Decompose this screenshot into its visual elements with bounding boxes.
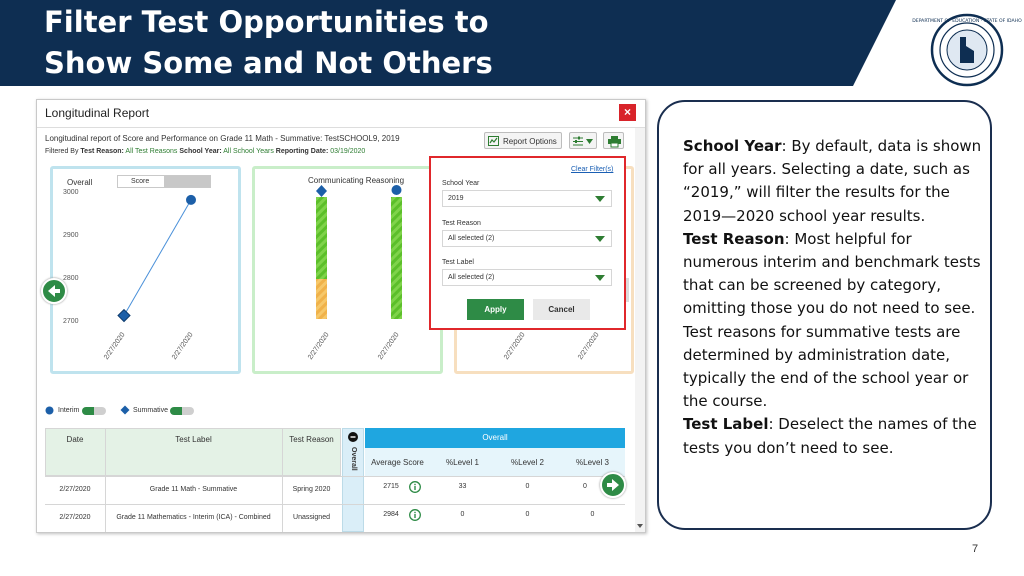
test-label-label: Test Label (442, 259, 474, 266)
claim-x-tick-2: 2/27/2020 (377, 331, 401, 362)
results-table (45, 428, 625, 532)
legend-summative-label: Summative (133, 407, 169, 414)
next-column-button[interactable] (600, 472, 626, 498)
test-reason-label: Test Reason (442, 220, 481, 227)
header-test-reason: Test Reason (289, 435, 334, 444)
table-row[interactable] (45, 477, 625, 504)
overall-vertical-label: Overall (350, 447, 357, 471)
chevron-down-icon (595, 196, 605, 202)
test-reason-term: Test Reason (683, 229, 785, 248)
summative-point[interactable] (118, 310, 130, 322)
report-options-label: Report Options (503, 137, 557, 146)
explanation-callout (657, 100, 992, 530)
overall-chart-card (50, 166, 241, 374)
seal-text: DEPARTMENT OF EDUCATION · STATE OF IDAHO (912, 19, 1022, 24)
overall-chart-title: Overall (67, 178, 93, 187)
table-row[interactable] (45, 505, 625, 532)
clear-filters-link[interactable]: Clear Filter(s) (571, 166, 614, 173)
chevron-down-icon (595, 236, 605, 242)
row-test-label: Grade 11 Math - Summative (149, 486, 238, 493)
row-date: 2/27/2020 (59, 514, 91, 521)
bar-2-above (391, 197, 402, 319)
school-year-label: School Year (442, 180, 480, 187)
info-icon[interactable] (409, 509, 421, 521)
longitudinal-report-window (36, 99, 646, 533)
summative-marker (316, 185, 327, 197)
filter-summary (45, 148, 365, 155)
test-reason-explanation (683, 228, 983, 414)
y-tick-2800: 2800 (63, 275, 79, 282)
header-date: Date (66, 435, 84, 444)
row-level-1: 33 (458, 483, 467, 490)
header-test-label: Test Label (175, 435, 212, 444)
chart-legend (45, 405, 245, 417)
test-label-value: All selected (2) (448, 274, 495, 281)
report-options-button[interactable] (484, 132, 562, 149)
close-button[interactable]: × (619, 104, 636, 121)
page-number: 7 (972, 543, 979, 555)
third-x-tick-2: 2/27/2020 (577, 331, 601, 362)
test-label-term: Test Label (683, 415, 769, 434)
callout-text (683, 135, 983, 460)
filter-menu-button[interactable] (569, 132, 597, 149)
bar-1-above (316, 197, 327, 279)
test-reason-value: All selected (2) (448, 235, 495, 242)
school-year-explanation (683, 135, 983, 228)
legend-interim-label: Interim (58, 407, 80, 414)
overall-x-tick-2: 2/27/2020 (171, 331, 195, 362)
header-divider (37, 127, 645, 128)
subheader-average-score: Average Score (371, 458, 424, 467)
header-overall: Overall (482, 433, 508, 442)
filter-panel (429, 156, 626, 330)
interim-point[interactable] (186, 195, 196, 205)
printer-icon (608, 136, 621, 147)
test-label-select[interactable] (442, 269, 612, 286)
y-tick-2700: 2700 (63, 318, 79, 325)
summative-toggle[interactable] (170, 407, 194, 415)
info-icon[interactable] (409, 481, 421, 493)
report-title: Longitudinal Report (45, 106, 150, 120)
filtered-by-label: Filtered By (45, 148, 79, 155)
sliders-icon (573, 136, 595, 147)
row-average-score: 2984 (383, 511, 399, 518)
test-reason-select[interactable] (442, 230, 612, 247)
vertical-scrollbar[interactable] (635, 128, 645, 532)
collapse-minus-icon (348, 432, 358, 442)
school-year-summary-label: School Year: (179, 148, 222, 155)
report-subtitle: Longitudinal report of Score and Performance on Grade 11 Math - Summative: TestSCHOOL9, 2019 (45, 134, 400, 143)
row-level-1: 0 (460, 511, 465, 518)
row-test-label: Grade 11 Mathematics - Interim (ICA) - Combined (116, 514, 271, 521)
previous-chart-button[interactable] (41, 278, 67, 304)
row-level-3: 0 (583, 483, 587, 490)
arrow-right-icon (602, 474, 624, 496)
school-year-term: School Year (683, 137, 782, 155)
row-test-reason: Spring 2020 (292, 486, 331, 493)
test-label-description: : Deselect the names of the tests you don’t need to see. (683, 415, 977, 457)
slide-title-line-1: Filter Test Opportunities to (44, 5, 489, 39)
communicating-reasoning-title: Communicating Reasoning (308, 176, 405, 185)
chart-line-icon (488, 136, 499, 146)
row-level-3: 0 (590, 511, 595, 518)
test-label-explanation (683, 413, 983, 459)
row-test-reason: Unassigned (293, 514, 330, 521)
summative-diamond-icon (120, 405, 130, 415)
interim-marker (392, 185, 402, 195)
y-tick-3000: 3000 (63, 189, 79, 196)
slide-title (44, 2, 844, 84)
school-year-value: 2019 (448, 195, 464, 202)
subheader-level-2: %Level 2 (511, 458, 544, 467)
score-toggle-label: Score (131, 178, 150, 185)
school-year-description: : By default, data is shown for all years. Selecting a date, such as “2019,” will filter the results for the 2019—2020 school year results. (683, 137, 982, 225)
test-reason-summary-label: Test Reason: (80, 148, 124, 155)
school-year-select[interactable] (442, 190, 612, 207)
row-level-2: 0 (525, 511, 530, 518)
row-date: 2/27/2020 (59, 486, 91, 493)
y-tick-2900: 2900 (63, 232, 79, 239)
arrow-left-icon (43, 280, 65, 302)
test-reason-summary-value: All Test Reasons (125, 148, 178, 155)
title-banner (0, 0, 1024, 86)
claim-bar-chart (255, 169, 440, 371)
print-button[interactable] (603, 132, 624, 149)
subheader-level-1: %Level 1 (446, 458, 479, 467)
row-average-score: 2715 (383, 483, 399, 490)
interim-toggle[interactable] (82, 407, 106, 415)
third-x-tick-1: 2/27/2020 (503, 331, 527, 362)
idaho-education-seal-logo (912, 13, 1022, 87)
communicating-reasoning-card (252, 166, 443, 374)
overall-x-tick-1: 2/27/2020 (103, 331, 127, 362)
test-reason-description: : Most helpful for numerous interim and benchmark tests that can be screened by category, omitting those you do not need to see. Test reasons for summative tests are determined by administration date, typically the end of the school year or the course. (683, 229, 981, 411)
reporting-date-summary-value: 03/19/2020 (330, 148, 366, 155)
chevron-down-icon (595, 275, 605, 281)
cancel-button[interactable]: Cancel (533, 299, 590, 320)
scroll-down-icon[interactable] (637, 524, 643, 528)
overall-trend-line (124, 200, 191, 316)
bar-1-near (316, 279, 327, 319)
reporting-date-summary-label: Reporting Date: (275, 148, 329, 155)
claim-x-tick-1: 2/27/2020 (307, 331, 331, 362)
subheader-level-3: %Level 3 (576, 458, 609, 467)
row-level-2: 0 (525, 483, 530, 490)
apply-button[interactable]: Apply (467, 299, 524, 320)
school-year-summary-value: All School Years (223, 148, 274, 155)
overall-line-chart (53, 169, 238, 371)
interim-circle-icon (45, 406, 54, 415)
slide-title-line-2: Show Some and Not Others (44, 46, 493, 80)
